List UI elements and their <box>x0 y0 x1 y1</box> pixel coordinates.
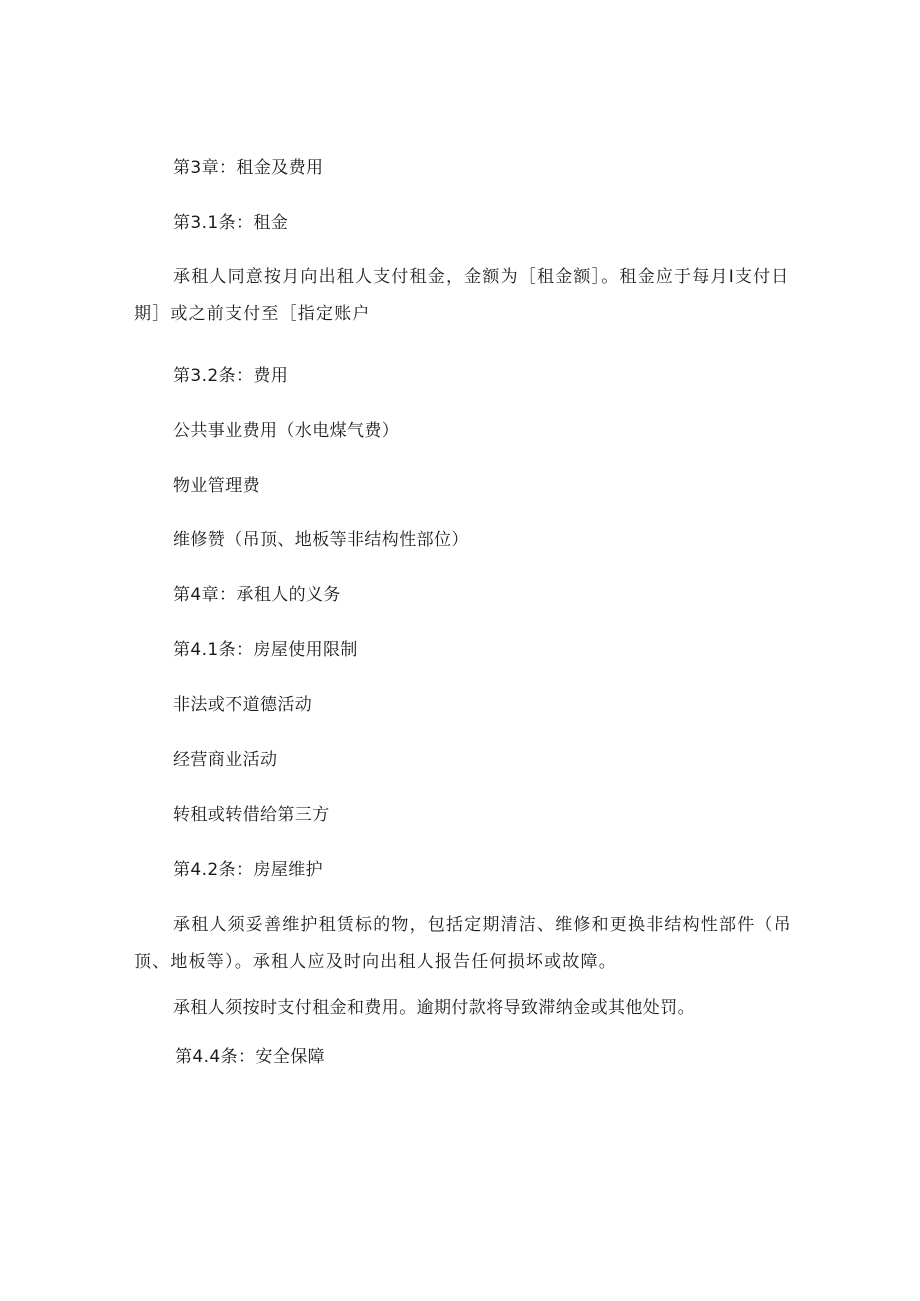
chapter-4-heading: 第4章：承租人的义务 <box>173 585 341 605</box>
article-3-1-paragraph: 承租人同意按月向出租人支付租金，金额为［租金额］。租金应于每月I支付日期］或之前支付至［指定账户 <box>134 267 790 324</box>
article-4-4-heading: 第4.4条：安全保障 <box>175 1047 326 1067</box>
article-4-2-heading: 第4.2条：房屋维护 <box>173 860 324 880</box>
fee-item-utilities: 公共事业费用（水电煤气费） <box>173 421 400 441</box>
fee-item-property: 物业管理费 <box>173 476 260 496</box>
article-4-1-heading: 第4.1条：房屋使用限制 <box>173 640 358 660</box>
article-4-2-paragraph: 承租人须妥善维护租赁标的物，包括定期清洁、维修和更换非结构性部件（吊顶、地板等）。承租人应及时向出租人报告任何损坏或故障。 <box>134 915 792 972</box>
restriction-item-sublet: 转租或转借给第三方 <box>173 805 330 825</box>
restriction-item-business: 经营商业活动 <box>173 750 278 770</box>
article-3-2-heading: 第3.2条：费用 <box>173 366 289 386</box>
chapter-3-heading: 第3章：租金及费用 <box>173 158 324 178</box>
restriction-item-illegal: 非法或不道德活动 <box>173 695 313 715</box>
payment-paragraph: 承租人须按时支付租金和费用。逾期付款将导致滞纳金或其他处罚。 <box>173 998 695 1018</box>
article-3-1-heading: 第3.1条：租金 <box>173 213 289 233</box>
fee-item-repair: 维修赞（吊顶、地板等非结构性部位） <box>173 530 469 550</box>
